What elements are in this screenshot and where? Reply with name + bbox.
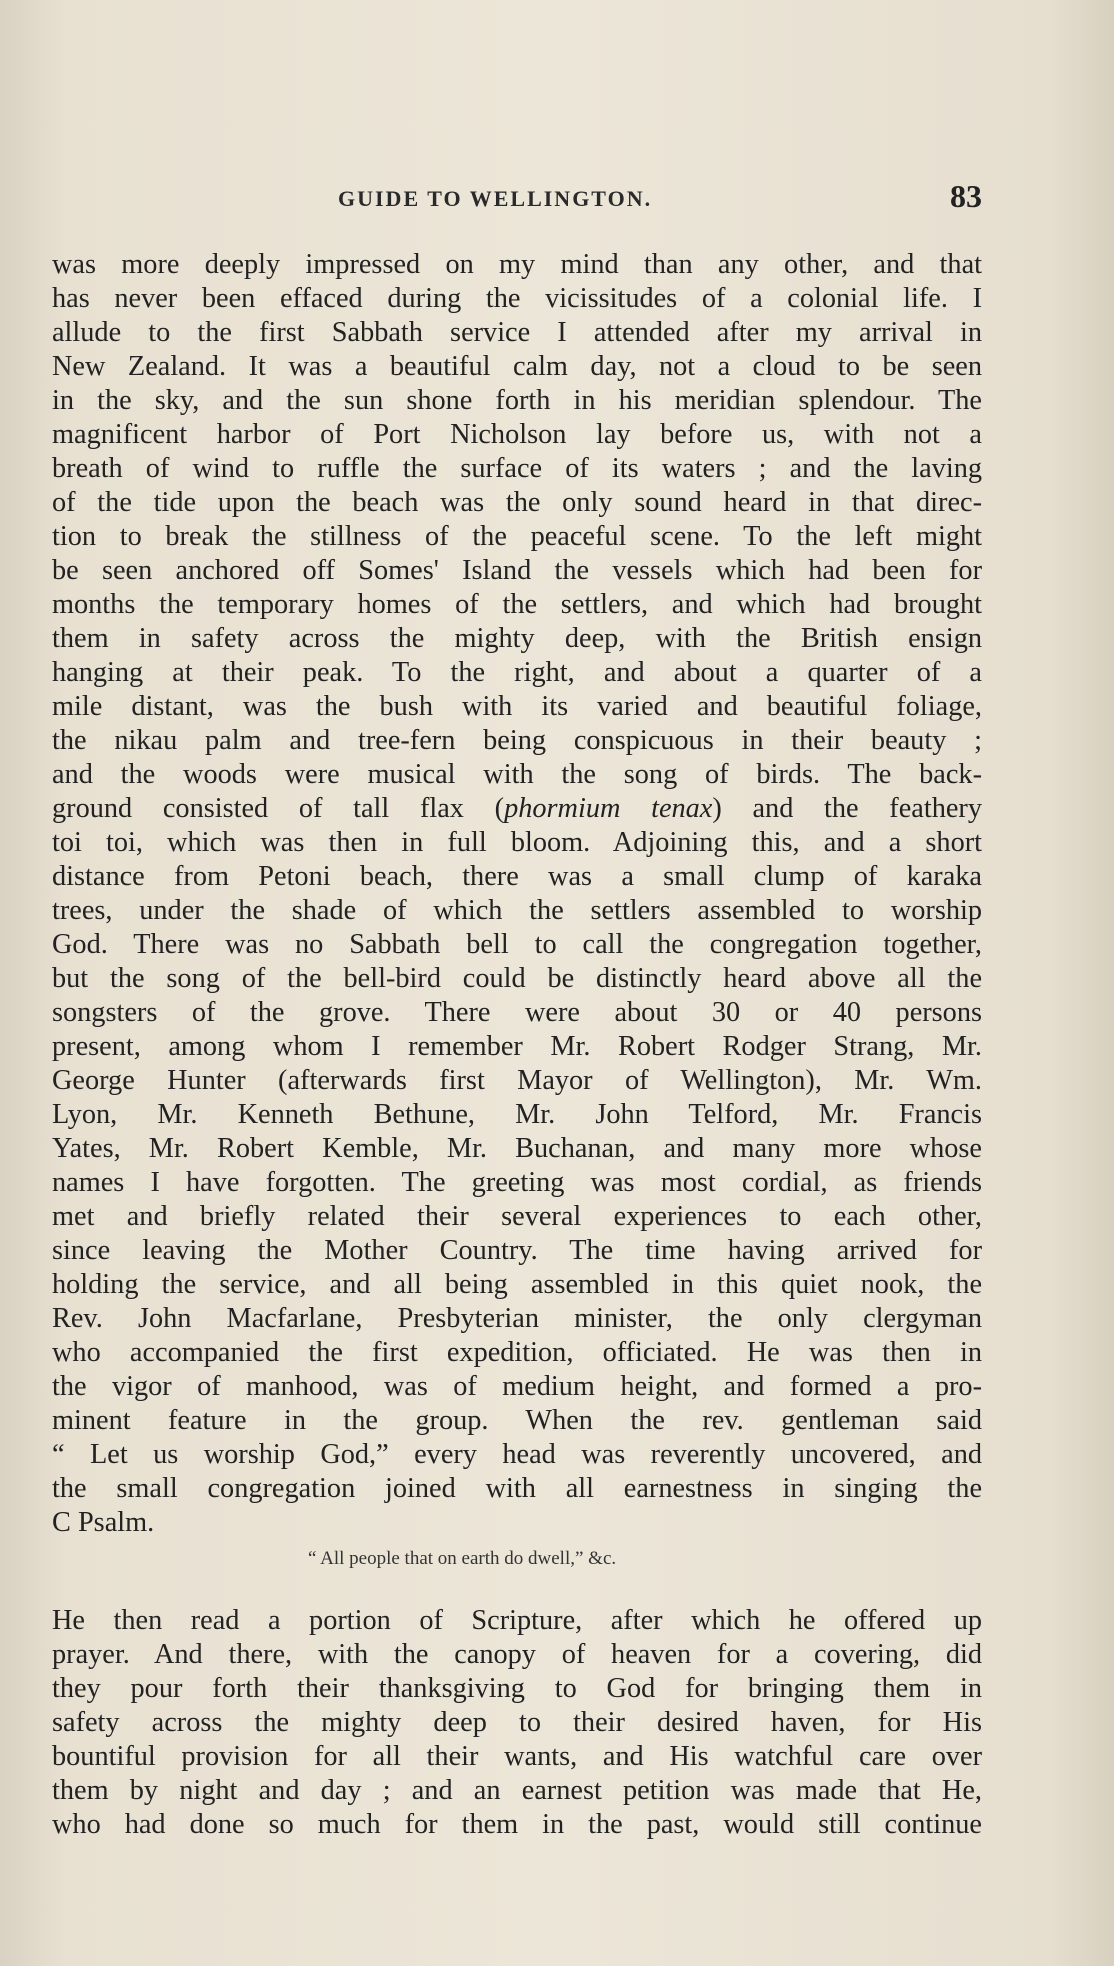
text-line: distance from Petoni beach, there was a small clump of karaka [52,861,982,892]
text-line: be seen anchored off Somes' Island the vessels which had been for [52,555,982,586]
text-line: since leaving the Mother Country. The time having arrived for [52,1235,982,1266]
text-line: and the woods were musical with the song of birds. The back- [52,759,982,790]
text-line: them in safety across the mighty deep, with the British ensign [52,623,982,654]
text-line: New Zealand. It was a beautiful calm day, not a cloud to be seen [52,351,982,382]
text-line: names I have forgotten. The greeting was most cordial, as friends [52,1167,982,1198]
text-line: minent feature in the group. When the rev. gentleman said [52,1405,982,1436]
text-line: them by night and day ; and an earnest petition was made that He, [52,1775,982,1806]
text-line: toi toi, which was then in full bloom. Adjoining this, and a short [52,827,982,858]
text-line: bountiful provision for all their wants, and His watchful care over [52,1741,982,1772]
text-line: safety across the mighty deep to their desired haven, for His [52,1707,982,1738]
text-line: the small congregation joined with all earnestness in singing the [52,1473,982,1504]
running-head: GUIDE TO WELLINGTON. [338,186,653,211]
text-line: the nikau palm and tree-fern being conspicuous in their beauty ; [52,725,982,756]
text-line: “ Let us worship God,” every head was reverently uncovered, and [52,1439,982,1470]
text-line: holding the service, and all being assembled in this quiet nook, the [52,1269,982,1300]
text-line: who accompanied the first expedition, officiated. He was then in [52,1337,982,1368]
paragraph-1 [52,248,982,1540]
text-line: was more deeply impressed on my mind than any other, and that [52,249,982,280]
page-header [52,178,982,218]
text-line: Yates, Mr. Robert Kemble, Mr. Buchanan, and many more whose [52,1133,982,1164]
text-line: allude to the first Sabbath service I attended after my arrival in [52,317,982,348]
text-line: trees, under the shade of which the settlers assembled to worship [52,895,982,926]
hymn-quote: “ All people that on earth do dwell,” &c. [308,1548,617,1569]
text-line: breath of wind to ruffle the surface of its waters ; and the laving [52,453,982,484]
paragraph-2 [52,1604,982,1842]
text-line: George Hunter (afterwards first Mayor of Wellington), Mr. Wm. [52,1065,982,1096]
text-line: who had done so much for them in the past, would still continue [52,1809,982,1840]
text-line: in the sky, and the sun shone forth in his meridian splendour. The [52,385,982,416]
text-line: they pour forth their thanksgiving to God for bringing them in [52,1673,982,1704]
text-line: but the song of the bell-bird could be distinctly heard above all the [52,963,982,994]
text-line: the vigor of manhood, was of medium height, and formed a pro- [52,1371,982,1402]
text-line: tion to break the stillness of the peaceful scene. To the left might [52,521,982,552]
page-body [52,248,982,1842]
text-line: of the tide upon the beach was the only sound heard in that direc- [52,487,982,518]
text-line: met and briefly related their several experiences to each other, [52,1201,982,1232]
text-line: present, among whom I remember Mr. Robert Rodger Strang, Mr. [52,1031,982,1062]
text-line: months the temporary homes of the settlers, and which had brought [52,589,982,620]
text-line: ground consisted of tall flax (phormium tenax) and the feathery [52,793,982,824]
text-line: has never been effaced during the vicissitudes of a colonial life. I [52,283,982,314]
text-line: He then read a portion of Scripture, after which he offered up [52,1605,982,1636]
text-line: hanging at their peak. To the right, and about a quarter of a [52,657,982,688]
text-line: C Psalm. [52,1507,155,1538]
text-line: Lyon, Mr. Kenneth Bethune, Mr. John Telford, Mr. Francis [52,1099,982,1130]
page-number: 83 [950,178,982,214]
text-line: magnificent harbor of Port Nicholson lay before us, with not a [52,419,982,450]
text-line: prayer. And there, with the canopy of heaven for a covering, did [52,1639,982,1670]
text-line: God. There was no Sabbath bell to call the congregation together, [52,929,982,960]
text-line: songsters of the grove. There were about 30 or 40 persons [52,997,982,1028]
text-line: mile distant, was the bush with its varied and beautiful foliage, [52,691,982,722]
text-line: Rev. John Macfarlane, Presbyterian minister, the only clergyman [52,1303,982,1334]
